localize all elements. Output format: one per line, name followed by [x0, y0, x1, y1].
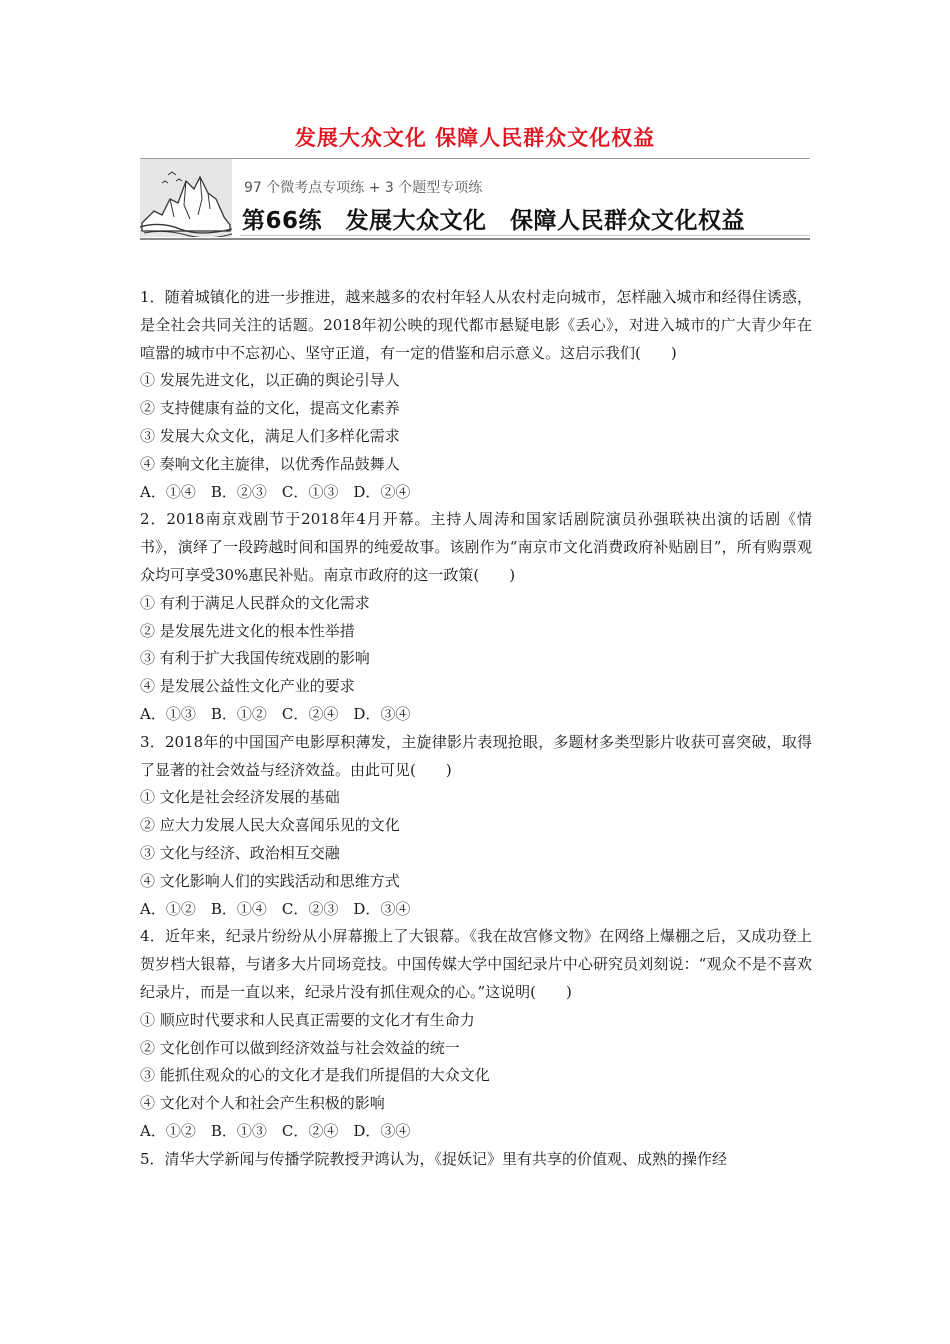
question-stem: 2．2018南京戏剧节于2018年4月开幕。主持人周涛和国家话剧院演员孙强联袂出演的话剧《情书》，演绎了一段跨越时间和国界的纯爱故事。该剧作为“南京市文化消费政府补贴剧目”，所有购票观众均可享受30%惠民补贴。南京市政府的这一政策( ) — [140, 510, 812, 584]
header-thin-rule — [240, 235, 810, 236]
chapter-header — [140, 158, 810, 240]
header-top-rule — [140, 158, 810, 159]
question-stem: 3．2018年的中国国产电影厚积薄发，主旋律影片表现抢眼，多题材多类型影片收获可喜突破，取得了显著的社会效益与经济效益。由此可见( ) — [140, 732, 812, 779]
header-title: 第66练 发展大众文化 保障人民群众文化权益 — [242, 208, 746, 234]
option-item: ④ 是发展公益性文化产业的要求 — [140, 677, 355, 696]
option-item: ① 文化是社会经济发展的基础 — [140, 788, 340, 807]
option-item: ④ 文化对个人和社会产生积极的影响 — [140, 1094, 385, 1113]
option-item: ③ 文化与经济、政治相互交融 — [140, 843, 340, 862]
option-item: ② 文化创作可以做到经济效益与社会效益的统一 — [140, 1038, 460, 1057]
option-item: ① 有利于满足人民群众的文化需求 — [140, 593, 370, 612]
option-item: ③ 有利于扩大我国传统戏剧的影响 — [140, 649, 370, 668]
option-item: ② 支持健康有益的文化，提高文化素养 — [140, 399, 400, 418]
option-item: ② 是发展先进文化的根本性举措 — [140, 621, 355, 640]
option-item: ① 发展先进文化，以正确的舆论引导人 — [140, 371, 400, 390]
question-stem: 1．随着城镇化的进一步推进，越来越多的农村年轻人从农村走向城市，怎样融入城市和经得住诱惑，是全社会共同关注的话题。2018年初公映的现代都市悬疑电影《丢心》，对进入城市的广大青少年在喧嚣的城市中不忘初心、坚守正道，有一定的借鉴和启示意义。这启示我们( ) — [140, 288, 812, 362]
mountain-landscape-icon — [140, 159, 232, 237]
answer-choices: A．①④ B．②③ C．①③ D．②④ — [140, 482, 411, 501]
header-subtitle: 97 个微考点专项练 + 3 个题型专项练 — [244, 180, 483, 196]
answer-choices: A．①② B．①④ C．②③ D．③④ — [140, 899, 411, 918]
question-stem: 4．近年来，纪录片纷纷从小屏幕搬上了大银幕。《我在故宫修文物》在网络上爆棚之后，又成功登上贺岁档大银幕，与诸多大片同场竞技。中国传媒大学中国纪录片中心研究员刘刻说：“观众不是不喜欢纪录片，而是一直以来，纪录片没有抓住观众的心。”这说明( ) — [140, 927, 812, 1001]
answer-choices: A．①③ B．①② C．②④ D．③④ — [140, 704, 411, 723]
option-item: ③ 发展大众文化，满足人们多样化需求 — [140, 426, 400, 445]
option-item: ① 顺应时代要求和人民真正需要的文化才有生命力 — [140, 1010, 475, 1029]
document-title: 发展大众文化 保障人民群众文化权益 — [294, 126, 656, 150]
header-bottom-rule — [140, 238, 810, 240]
question-1 — [140, 284, 812, 506]
option-item: ④ 奏响文化主旋律，以优秀作品鼓舞人 — [140, 454, 400, 473]
question-list — [140, 284, 812, 1174]
answer-choices: A．①② B．①③ C．②④ D．③④ — [140, 1121, 411, 1140]
question-4 — [140, 923, 812, 1145]
option-item: ② 应大力发展人民大众喜闻乐见的文化 — [140, 816, 400, 835]
option-item: ④ 文化影响人们的实践活动和思维方式 — [140, 871, 400, 890]
option-item: ③ 能抓住观众的心的文化才是我们所提倡的大众文化 — [140, 1066, 490, 1085]
question-3 — [140, 729, 812, 924]
question-stem: 5．清华大学新闻与传播学院教授尹鸿认为，《捉妖记》里有共享的价值观、成熟的操作经 — [140, 1149, 728, 1168]
question-2 — [140, 506, 812, 728]
question-5 — [140, 1146, 812, 1174]
